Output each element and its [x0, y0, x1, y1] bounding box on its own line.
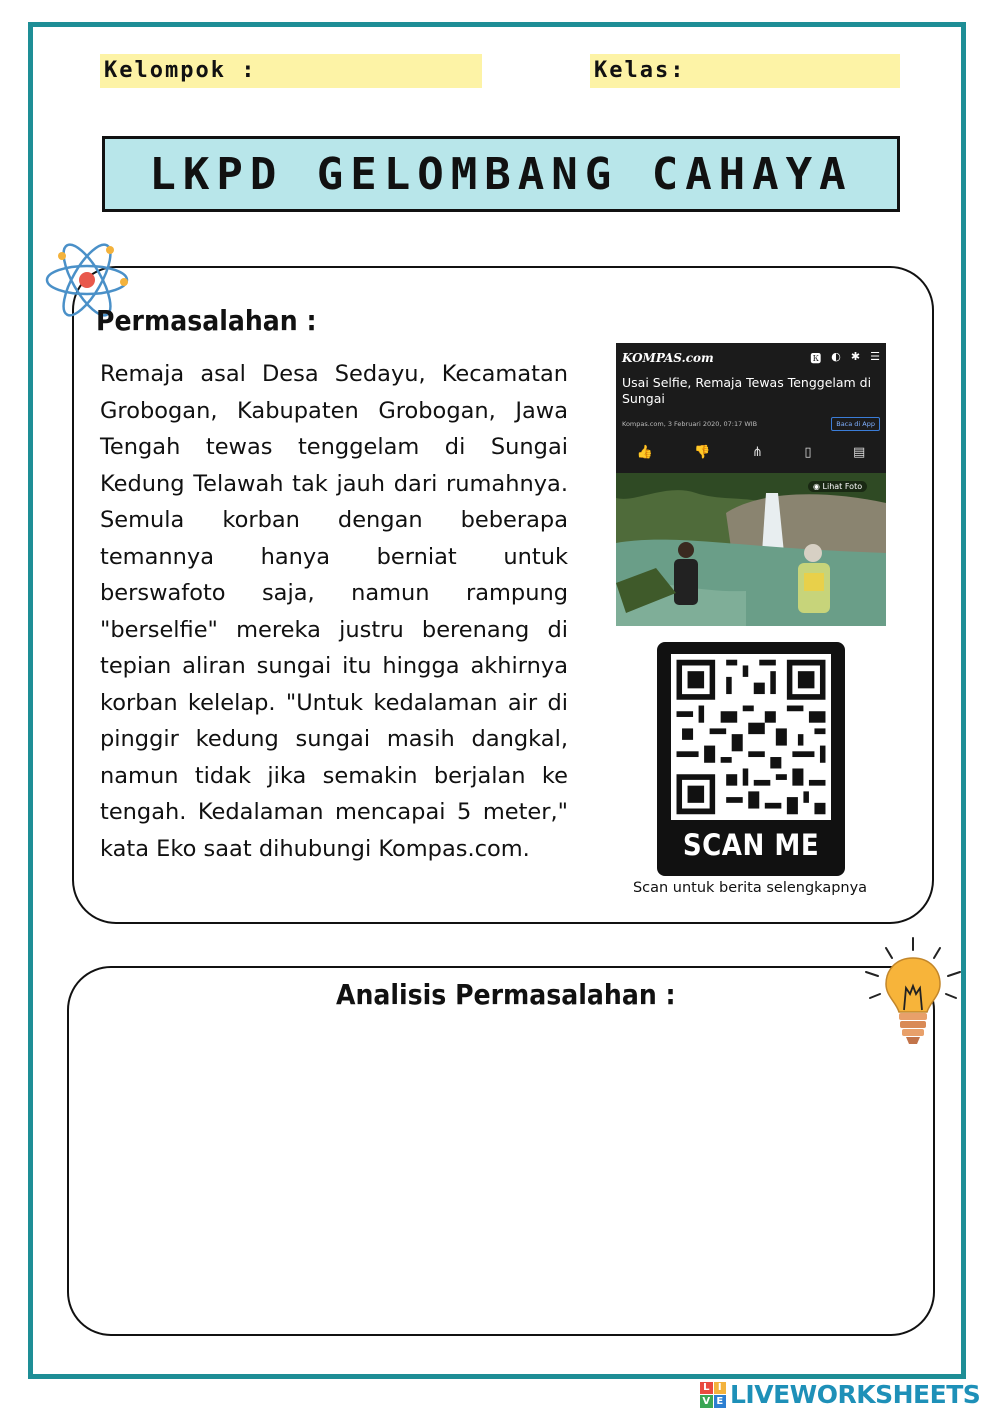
qr-code-card[interactable] — [657, 642, 845, 876]
liveworksheets-logo-icon — [700, 1382, 726, 1408]
logo-letter-l: L — [700, 1382, 713, 1395]
share-icon[interactable]: ⋔ — [752, 445, 763, 460]
analysis-heading: Analisis Permasalahan : — [336, 978, 676, 1011]
class-field[interactable] — [590, 54, 900, 88]
news-headline: Usai Selfie, Remaja Tewas Tenggelam di Sungai — [622, 375, 872, 406]
news-screenshot — [616, 343, 886, 626]
news-meta-row — [616, 409, 886, 435]
menu-search-icon: ☰ — [870, 350, 880, 363]
analysis-card[interactable] — [67, 966, 935, 1336]
read-in-app-button[interactable]: Baca di App — [831, 417, 880, 431]
dislike-icon[interactable]: 👎 — [694, 445, 711, 460]
news-brand: KOMPAS.com — [622, 351, 714, 365]
group-label: Kelompok : — [104, 58, 257, 83]
logo-letter-e: E — [714, 1395, 727, 1408]
page-title: LKPD GELOMBANG CAHAYA — [102, 136, 900, 212]
qr-code — [671, 654, 831, 820]
comment-icon[interactable]: ▤ — [852, 445, 866, 460]
settings-icon: ✱ — [850, 350, 861, 363]
problem-heading: Permasalahan : — [96, 304, 317, 337]
view-photo-label: Lihat Foto — [822, 482, 863, 491]
news-topbar — [616, 343, 886, 373]
news-photo — [616, 473, 886, 626]
logo-letter-i: I — [714, 1382, 727, 1395]
profile-icon: ◐ — [831, 350, 841, 363]
like-icon[interactable]: 👍 — [636, 445, 653, 460]
lightbulb-icon — [862, 936, 964, 1048]
eye-icon: ◉ — [813, 482, 823, 491]
news-tools — [810, 350, 880, 366]
qr-pattern — [671, 654, 831, 820]
kompas-k-icon: 🅺 — [810, 352, 822, 365]
bookmark-icon[interactable]: ▯ — [804, 445, 812, 460]
view-photo-button[interactable] — [808, 481, 867, 492]
class-label: Kelas: — [594, 58, 686, 83]
logo-letter-v: V — [700, 1395, 713, 1408]
watermark-text: LIVEWORKSHEETS — [730, 1380, 981, 1409]
news-actions — [616, 435, 886, 472]
news-meta: Kompas.com, 3 Februari 2020, 07:17 WIB — [622, 420, 758, 428]
scan-me-label: SCAN ME — [682, 828, 820, 862]
problem-story: Remaja asal Desa Sedayu, Kecamatan Grobogan, Kabupaten Grobogan, Jawa Tengah tewas tenggelam di Sungai Kedung Telawah tak jauh dari rumahnya. Semula korban dengan beberapa temannya hanya berniat untuk berswafoto saja, namun rampung "berselfie" mereka justru berenang di tepian aliran sungai itu hingga akhirnya korban kelelap. "Untuk kedalaman air di pinggir kedung sungai masih dangkal, namun tidak jika semakin berjalan ke tengah. Kedalaman mencapai 5 meter," kata Eko saat dihubungi Kompas.com. — [100, 361, 568, 862]
liveworksheets-watermark — [700, 1380, 980, 1409]
qr-caption: Scan untuk berita selengkapnya — [632, 880, 868, 896]
group-field[interactable] — [100, 54, 482, 88]
